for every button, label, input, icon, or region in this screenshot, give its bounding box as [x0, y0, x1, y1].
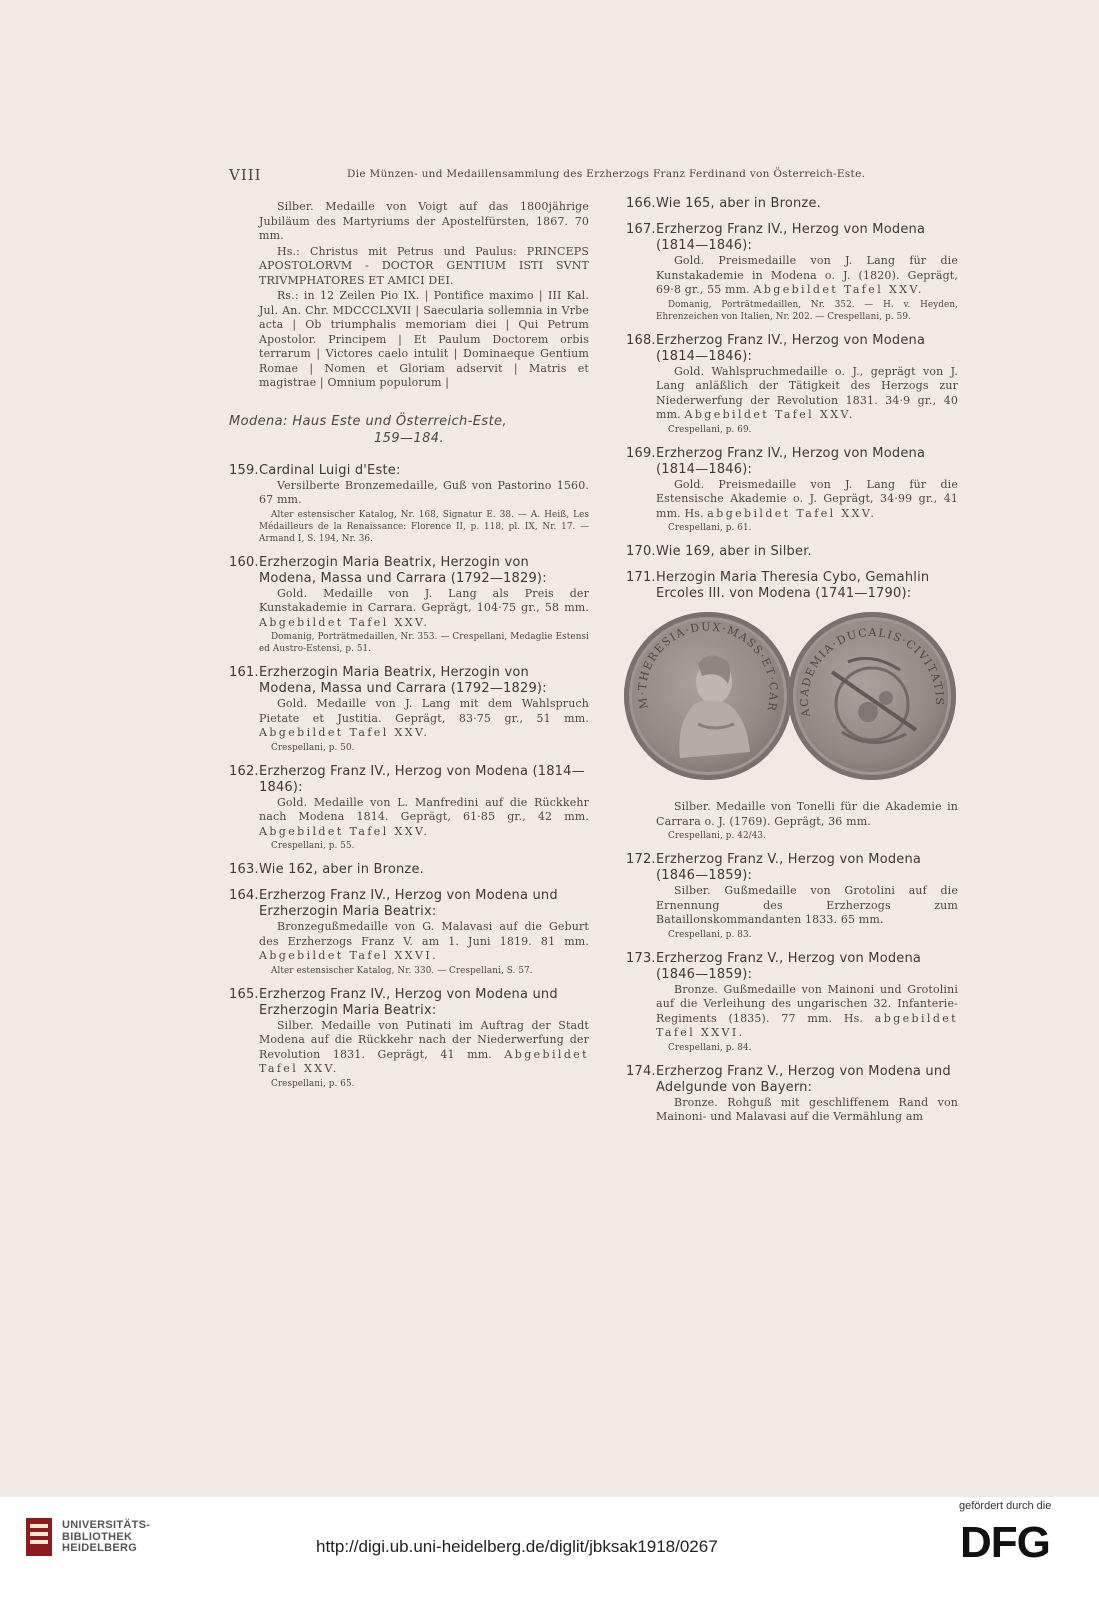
- entry-body-text: Versilberte Bronzemedaille, Guß von Pastorino 1560. 67 mm.: [259, 478, 589, 506]
- entry-number: 165.: [229, 986, 259, 1002]
- entry-number: 160.: [229, 554, 259, 570]
- library-logo[interactable]: [24, 1512, 224, 1572]
- entry-body: [259, 587, 589, 631]
- caption-reference: Crespellani, p. 42/43.: [668, 831, 767, 841]
- plate-reference: Abgebildet Tafel XXV.: [259, 824, 430, 838]
- catalog-entry: [229, 555, 589, 656]
- intro-paragraph: Rs.: in 12 Zeilen Pio IX. | Pontifice maximo | III Kal. Jul. An. Chr. MDCCCLXVII | Saecularia sollemnia in Vrbe acta | Ob triumphalis memoriam diei | Qui Petrum Apostolor. Principem | Et Paulum Doctorem orbis terrarum | Victores caelo intulit | Dominaeque Gentium Romae | Nomen et Gloriam adservit | Matris et magistrae | Omnium populorum |: [259, 289, 589, 389]
- entry-number: 174.: [626, 1063, 656, 1079]
- entry-description: [229, 479, 589, 508]
- entry-body-text: Gold. Medaille von J. Lang als Preis der Kunstakademie in Carrara. Geprägt, 104·75 gr., 58 mm.: [259, 586, 589, 614]
- entry-description: [229, 920, 589, 964]
- entry-reference: Alter estensischer Katalog, Nr. 168, Signatur E. 38. — A. Heiß, Les Médailleurs de la Renaissance: Florence II, p. 118, pl. IX, Nr. 17. — Armand I, S. 194, Nr. 36.: [259, 509, 589, 544]
- entry-reference: Crespellani, p. 65.: [271, 1078, 355, 1089]
- entry-body: [656, 884, 958, 928]
- page-number: VIII: [229, 166, 262, 184]
- entry-number: 162.: [229, 763, 259, 779]
- plate-reference: Abgebildet Tafel XXV.: [684, 408, 855, 421]
- catalog-entry: [229, 665, 589, 754]
- entry-number: 170.: [626, 544, 656, 559]
- entry-heading: Erzherzog Franz IV., Herzog von Modena und Erzherzogin Maria Beatrix:: [259, 986, 558, 1018]
- coin-reverse: [788, 612, 956, 780]
- entry-number: 167.: [626, 222, 656, 237]
- entry-title: [626, 544, 958, 560]
- entry-heading: Erzherzog Franz IV., Herzog von Modena (1814—1846):: [656, 222, 926, 253]
- entry-body: [259, 1019, 589, 1077]
- catalog-entry: [626, 951, 958, 1054]
- coin-caption: [626, 800, 958, 842]
- entry-body: [259, 796, 589, 840]
- entry-description: [626, 983, 958, 1041]
- running-title: Die Münzen- und Medaillensammlung des Erzherzogs Franz Ferdinand von Österreich-Este.: [347, 168, 866, 180]
- right-column: [626, 196, 958, 1135]
- entry-number: 159.: [229, 462, 259, 478]
- intro-entry: [229, 200, 589, 391]
- catalog-entry: [229, 888, 589, 977]
- entry-body-text: Silber. Medaille von Putinati im Auftrag der Stadt Modena auf die Rückkehr nach der Niederwerfung der Revolution 1831. Geprägt, 41 mm.: [259, 1018, 589, 1061]
- entry-title: [626, 446, 958, 478]
- catalog-entry: [626, 544, 958, 560]
- entry-heading: Erzherzog Franz V., Herzog von Modena und Adelgunde von Bayern:: [656, 1063, 951, 1095]
- entry-description: [229, 796, 589, 840]
- plate-reference: abgebildet Tafel XXV.: [707, 506, 877, 520]
- entry-body: [656, 254, 958, 298]
- entry-title: [626, 222, 958, 254]
- entry-body: [656, 365, 958, 423]
- entry-reference: Crespellani, p. 84.: [668, 1042, 752, 1053]
- entry-description: [626, 1096, 958, 1125]
- entry-number: 168.: [626, 332, 656, 348]
- entry-reference: Domanig, Porträtmedaillen, Nr. 353. — Crespellani, Medaglie Estensi ed Austro-Estensi, p. 51.: [259, 632, 589, 654]
- entry-heading: Erzherzog Franz IV., Herzog von Modena (1814—1846):: [656, 332, 926, 364]
- catalog-entry: [229, 987, 589, 1090]
- entry-body-text: Gold. Medaille von L. Manfredini auf die Rückkehr nach Modena 1814. Geprägt, 61·85 gr., 42 mm.: [259, 795, 589, 823]
- entry-description: [229, 1019, 589, 1077]
- funder-caption: gefördert durch die: [959, 1500, 1052, 1512]
- entry-reference: Crespellani, p. 69.: [668, 424, 752, 435]
- entry-heading: Erzherzog Franz IV., Herzog von Modena (1814—1846):: [656, 445, 926, 477]
- entry-title: [229, 862, 589, 878]
- source-url[interactable]: http://digi.ub.uni-heidelberg.de/diglit/jbksak1918/0267: [316, 1537, 718, 1556]
- entry-title: [229, 555, 589, 587]
- entry-title: [626, 951, 958, 983]
- entry-heading: Erzherzog Franz IV., Herzog von Modena und Erzherzogin Maria Beatrix:: [259, 888, 558, 919]
- entry-description: [626, 254, 958, 298]
- entry-title: [626, 852, 958, 884]
- library-seal-icon: [24, 1516, 54, 1558]
- entry-body-text: Bronze. Gußmedaille von Mainoni und Grotolini auf die Verleihung des ungarischen 32. Infanterie-Regiments (1835). 77 mm. Hs.: [656, 982, 958, 1025]
- catalog-entry: [229, 862, 589, 878]
- library-name: UNIVERSITÄTS- BIBLIOTHEK HEIDELBERG: [62, 1519, 151, 1554]
- section-heading: [229, 413, 589, 447]
- dfg-logo[interactable]: DFG: [960, 1518, 1050, 1567]
- catalog-entry: [626, 446, 958, 535]
- entry-heading: Wie 165, aber in Bronze.: [656, 196, 821, 211]
- entry-description: [229, 697, 589, 741]
- coin-obverse: [624, 612, 792, 780]
- section-range: 159—184.: [374, 430, 444, 446]
- entry-title: [626, 570, 958, 602]
- entry-body: [656, 1096, 958, 1125]
- entry-number: 173.: [626, 950, 656, 966]
- left-column: [229, 200, 589, 1100]
- entry-number: 171.: [626, 570, 656, 585]
- catalog-entry: [626, 570, 958, 602]
- portrait-icon: [624, 612, 792, 780]
- allegory-icon: [788, 612, 956, 780]
- entry-heading: Cardinal Luigi d'Este:: [259, 462, 401, 478]
- entry-body: [656, 478, 958, 522]
- entry-reference: Crespellani, p. 55.: [271, 841, 355, 851]
- plate-reference: Abgebildet Tafel XXV.: [259, 726, 430, 739]
- caption-body: Silber. Medaille von Tonelli für die Akademie in Carrara o. J. (1769). Geprägt, 36 mm.: [656, 800, 958, 828]
- entry-heading: Erzherzogin Maria Beatrix, Herzogin von Modena, Massa und Carrara (1792—1829):: [259, 665, 547, 696]
- entry-title: [229, 987, 589, 1019]
- obverse-legend: M·THERESIA·DUX·MASS·ET·CAR: [635, 620, 781, 714]
- entry-reference: Alter estensischer Katalog, Nr. 330. — Crespellani, S. 57.: [271, 965, 533, 976]
- entry-heading: Erzherzogin Maria Beatrix, Herzogin von Modena, Massa und Carrara (1792—1829):: [259, 554, 547, 586]
- right-entry-list-b: [626, 852, 958, 1125]
- plate-reference: Abgebildet Tafel XXV.: [259, 615, 430, 629]
- entry-number: 161.: [229, 665, 259, 680]
- entry-body-text: Gold. Medaille von J. Lang mit dem Wahlspruch Pietate et Justitia. Geprägt, 83·75 gr., 51 mm.: [259, 697, 589, 725]
- entry-body-text: Silber. Gußmedaille von Grotolini auf die Ernennung des Erzherzogs zum Bataillonskommandanten 1833. 65 mm.: [656, 884, 958, 926]
- entry-number: 163.: [229, 862, 259, 877]
- entry-description: [626, 365, 958, 423]
- entry-body: [259, 697, 589, 741]
- entry-title: [229, 665, 589, 697]
- entry-body: [259, 479, 589, 508]
- entry-reference: Crespellani, p. 61.: [668, 523, 752, 533]
- entry-description: [626, 884, 958, 928]
- entry-number: 172.: [626, 852, 656, 867]
- entry-number: 164.: [229, 888, 259, 903]
- entry-number: 166.: [626, 196, 656, 211]
- entry-body-text: Gold. Wahlspruchmedaille o. J., geprägt von J. Lang anläßlich der Tätigkeit des Herzogs zur Niederwerfung der Revolution 1831. 34·9 gr., 40 mm.: [656, 364, 958, 421]
- entry-number: 169.: [626, 445, 656, 461]
- entry-heading: Herzogin Maria Theresia Cybo, Gemahlin Ercoles III. von Modena (1741—1790):: [656, 570, 930, 601]
- catalog-entry: [229, 764, 589, 853]
- coin-illustration: [626, 612, 958, 788]
- left-entry-list: [229, 463, 589, 1090]
- entry-heading: Wie 162, aber in Bronze.: [259, 862, 424, 877]
- catalog-entry: [626, 196, 958, 212]
- entry-description: [626, 478, 958, 522]
- entry-title: [626, 333, 958, 365]
- entry-body-text: Gold. Preismedaille von J. Lang für die Estensische Akademie o. J. Geprägt, 34·99 gr., 41 mm. Hs.: [656, 477, 958, 520]
- catalog-entry: [626, 852, 958, 941]
- entry-body: [656, 983, 958, 1041]
- entry-body-text: Bronzegußmedaille von G. Malavasi auf die Geburt des Erzherzogs Franz V. am 1. Juni 1819. 81 mm.: [259, 920, 589, 948]
- plate-reference: Abgebildet Tafel XXVI.: [259, 949, 438, 962]
- entry-title: [229, 463, 589, 479]
- entry-heading: Erzherzog Franz IV., Herzog von Modena (1814—1846):: [259, 763, 585, 795]
- right-entry-list-a: [626, 196, 958, 602]
- plate-reference: abgebildet Tafel XXVI.: [656, 1011, 958, 1039]
- entry-reference: Crespellani, p. 83.: [668, 929, 752, 940]
- entry-description: [229, 587, 589, 631]
- catalog-entry: [626, 1064, 958, 1125]
- entry-reference: Domanig, Porträtmedaillen, Nr. 352. — H. v. Heyden, Ehrenzeichen von Italien, Nr. 202. — Crespellani, p. 59.: [656, 299, 958, 322]
- reverse-legend: ACADEMIA·DUCALIS·CIVITATIS: [797, 626, 947, 718]
- plate-reference: Abgebildet Tafel XXV.: [259, 1047, 590, 1075]
- catalog-entry: [626, 222, 958, 323]
- entry-reference: Crespellani, p. 50.: [271, 742, 355, 753]
- entry-heading: Erzherzog Franz V., Herzog von Modena (1846—1859):: [656, 852, 922, 883]
- entry-heading: Wie 169, aber in Silber.: [656, 544, 812, 559]
- entry-heading: Erzherzog Franz V., Herzog von Modena (1846—1859):: [656, 950, 922, 982]
- intro-paragraph: Hs.: Christus mit Petrus und Paulus: PRINCEPS APOSTOLORVM - DOCTOR GENTIUM ISTI SVNT TRIVMPHATORES ET AMICI DEI.: [259, 244, 589, 287]
- caption-text: [626, 800, 958, 829]
- entry-body-text: Gold. Preismedaille von J. Lang für die Kunstakademie in Modena o. J. (1820). Geprägt, 69·8 gr., 55 mm.: [656, 254, 958, 296]
- entry-title: [626, 1064, 958, 1096]
- entry-title: [229, 764, 589, 796]
- section-title: Modena: Haus Este und Österreich-Este,: [229, 413, 507, 429]
- plate-reference: Abgebildet Tafel XXV.: [753, 283, 924, 296]
- entry-body-text: Bronze. Rohguß mit geschliffenem Rand von Mainoni- und Malavasi auf die Vermählung am: [656, 1095, 958, 1123]
- catalog-entry: [626, 333, 958, 436]
- entry-title: [626, 196, 958, 212]
- intro-paragraph: Silber. Medaille von Voigt auf das 1800jährige Jubiläum des Martyriums der Apostelfürsten, 1867. 70 mm.: [259, 200, 589, 242]
- entry-title: [229, 888, 589, 920]
- catalog-entry: [229, 463, 589, 545]
- entry-body: [259, 920, 589, 964]
